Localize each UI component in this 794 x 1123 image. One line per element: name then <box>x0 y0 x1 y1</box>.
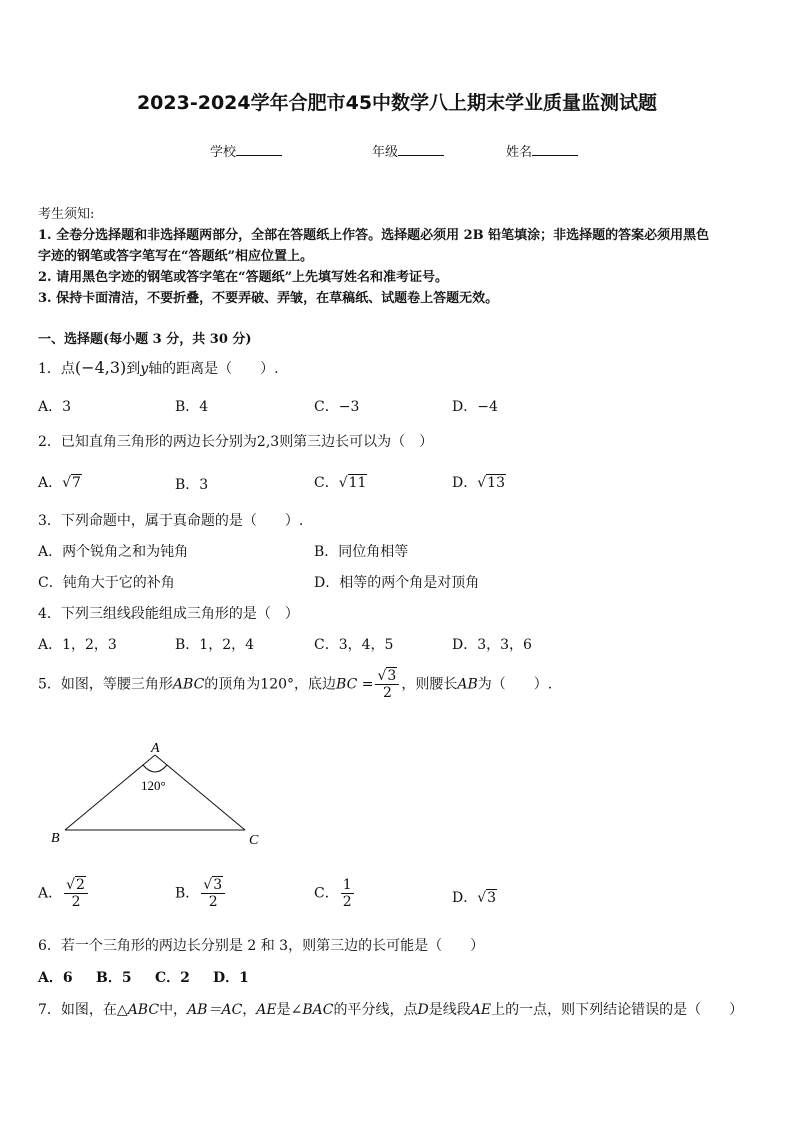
q5-b-label: B． <box>175 885 200 902</box>
q2-a-label: A． <box>38 475 63 491</box>
q5-mid2: ，底边 <box>294 676 337 693</box>
q7-mid5: 是线段 <box>428 1002 471 1018</box>
q1-point: (−4,3) <box>74 358 127 377</box>
notice-line-1b: 字迹的钢笔或答字笔写在“答题纸”相应位置上。 <box>38 249 313 264</box>
q1-mid: 到 <box>126 361 141 377</box>
q5-tri: ABC <box>172 676 205 693</box>
q7-d: D <box>417 1002 429 1018</box>
question-4-stem: 4．下列三组线段能组成三角形的是（ ） <box>38 606 299 622</box>
vertex-b-label: B <box>51 831 60 846</box>
q2-option-c <box>314 472 367 492</box>
question-7-stem <box>38 999 743 1019</box>
q5-a-num: 2 <box>76 877 85 893</box>
q5-c-num: 1 <box>342 877 352 893</box>
side-ac <box>155 755 245 830</box>
triangle-figure <box>40 735 280 850</box>
q5-d-label: D． <box>452 890 478 906</box>
q7-mid2: ， <box>242 1002 257 1018</box>
q2-sides: 2,3 <box>256 434 280 450</box>
q6-option-c: C．2 <box>155 970 190 986</box>
q1-option-d: D．−4 <box>452 399 498 415</box>
q5-mid1: 的顶角为 <box>204 676 261 693</box>
q5-a-den: 2 <box>71 894 81 911</box>
q5-c-den: 2 <box>342 894 352 911</box>
q2-option-d <box>452 472 506 492</box>
q7-eq: AB＝AC <box>187 1002 243 1018</box>
q7-post: 上的一点，则下列结论错误的是（ ） <box>491 1002 744 1018</box>
q1-option-a: A．3 <box>38 399 72 415</box>
q2-option-b: B．3 <box>175 477 209 493</box>
q1-option-c: C．−3 <box>314 399 360 415</box>
q5-frac-num: 3 <box>387 668 397 684</box>
q5-ab: AB <box>457 676 478 693</box>
q2-c-sqrt: √11 <box>338 475 367 491</box>
q5-option-b: B． $\frac{√3}{2}$ <box>175 877 227 910</box>
q5-eq: = <box>357 676 374 693</box>
q1-post: 轴的距离是（ ）. <box>148 361 279 377</box>
q4-option-a: A．1，2，3 <box>38 637 117 653</box>
grade-label: 年级 <box>372 145 399 160</box>
q2-d-sqrt: √13 <box>477 475 505 491</box>
q3-option-b: B．同位角相等 <box>314 544 409 560</box>
page-title: 2023-2024学年合肥市45中数学八上期末学业质量监测试题 <box>136 92 658 114</box>
q6-option-d: D．1 <box>213 970 249 986</box>
name-blank <box>532 142 578 156</box>
q7-bac: BAC <box>302 1002 334 1018</box>
question-3-stem: 3．下列命题中，属于真命题的是（ ）. <box>38 513 304 529</box>
q5-pre: 5．如图，等腰三角形 <box>38 676 173 693</box>
q2-c-radicand: 11 <box>348 475 367 491</box>
school-field <box>210 141 282 160</box>
q2-a-radicand: 7 <box>72 475 81 491</box>
q5-b-den: 2 <box>208 894 218 911</box>
q5-fraction: $\frac{√3}{2}$ <box>375 668 399 701</box>
school-blank <box>236 142 282 156</box>
q5-b-num: 3 <box>213 877 223 893</box>
q5-mid3: ，则腰长 <box>401 676 458 693</box>
q7-tri: ABC <box>127 1002 160 1018</box>
q5-a-label: A． <box>38 885 63 902</box>
q7-pre: 7．如图，在△ <box>38 1002 128 1018</box>
question-2-stem <box>38 431 433 451</box>
q5-option-c <box>314 877 356 910</box>
q4-option-c: C．3，4，5 <box>314 637 394 653</box>
notice-heading: 考生须知: <box>38 207 95 222</box>
q5-c-label: C． <box>314 885 339 902</box>
q5-option-d: D．√3 <box>452 890 497 906</box>
q7-mid4: 的平分线，点 <box>333 1002 418 1018</box>
name-label: 姓名 <box>506 145 533 160</box>
section-heading: 一、选择题(每小题 3 分，共 30 分) <box>38 332 252 347</box>
q2-d-label: D． <box>452 475 478 491</box>
q2-a-sqrt: √7 <box>62 475 81 491</box>
q7-mid1: 中， <box>159 1002 188 1018</box>
q5-angle: 120° <box>260 676 295 693</box>
q4-option-d: D．3，3，6 <box>452 637 532 653</box>
q3-option-a: A．两个锐角之和为钝角 <box>38 544 189 560</box>
question-5-stem <box>38 668 552 701</box>
vertex-a-label: A <box>151 741 160 756</box>
q1-axis: y <box>140 361 149 377</box>
notice-line-1a: 1. 全卷分选择题和非选择题两部分，全部在答题纸上作答。选择题必须用 2B 铅笔填涂；非选择题的答案必须用黑色 <box>38 228 710 243</box>
q3-option-d: D．相等的两个角是对顶角 <box>314 575 480 591</box>
angle-arc <box>143 765 167 772</box>
q5-frac-den: 2 <box>382 685 392 702</box>
q5-d-radicand: 3 <box>487 890 497 906</box>
q2-c-label: C． <box>314 475 339 491</box>
name-field <box>506 141 578 160</box>
q4-option-b: B．1，2，4 <box>175 637 255 653</box>
q2-post: 则第三边长可以为（ ） <box>279 434 434 450</box>
vertex-c-label: C <box>249 833 259 848</box>
q1-option-b: B．4 <box>175 399 209 415</box>
angle-label: 120° <box>141 778 166 793</box>
q5-option-a: A． $\frac{√2}{2}$ <box>38 877 90 910</box>
q5-post: 为（ ）. <box>477 676 553 693</box>
q7-ae: AE <box>256 1002 277 1018</box>
q7-ae2: AE <box>470 1002 492 1018</box>
q1-pre: 1．点 <box>38 361 75 377</box>
notice-line-2: 2. 请用黑色字迹的钢笔或答字笔在“答题纸”上先填写姓名和准考证号。 <box>38 270 449 285</box>
q3-option-c: C．钝角大于它的补角 <box>38 575 175 591</box>
notice-line-3: 3. 保持卡面清洁，不要折叠，不要弄破、弄皱，在草稿纸、试题卷上答题无效。 <box>38 291 499 306</box>
school-label: 学校 <box>210 145 237 160</box>
q5-bc: BC <box>336 676 358 693</box>
grade-field <box>372 141 444 160</box>
grade-blank <box>398 142 444 156</box>
q2-option-a <box>38 472 82 492</box>
q2-d-radicand: 13 <box>487 475 505 491</box>
q6-option-b: B．5 <box>96 970 132 986</box>
question-1-stem <box>38 358 279 378</box>
q6-option-a: A．6 <box>38 970 73 986</box>
question-6-stem: 6．若一个三角形的两边长分别是 2 和 3，则第三边的长可能是（ ） <box>38 938 485 954</box>
q2-pre: 2．已知直角三角形的两边长分别为 <box>38 434 257 450</box>
q7-mid3: 是∠ <box>276 1002 303 1018</box>
